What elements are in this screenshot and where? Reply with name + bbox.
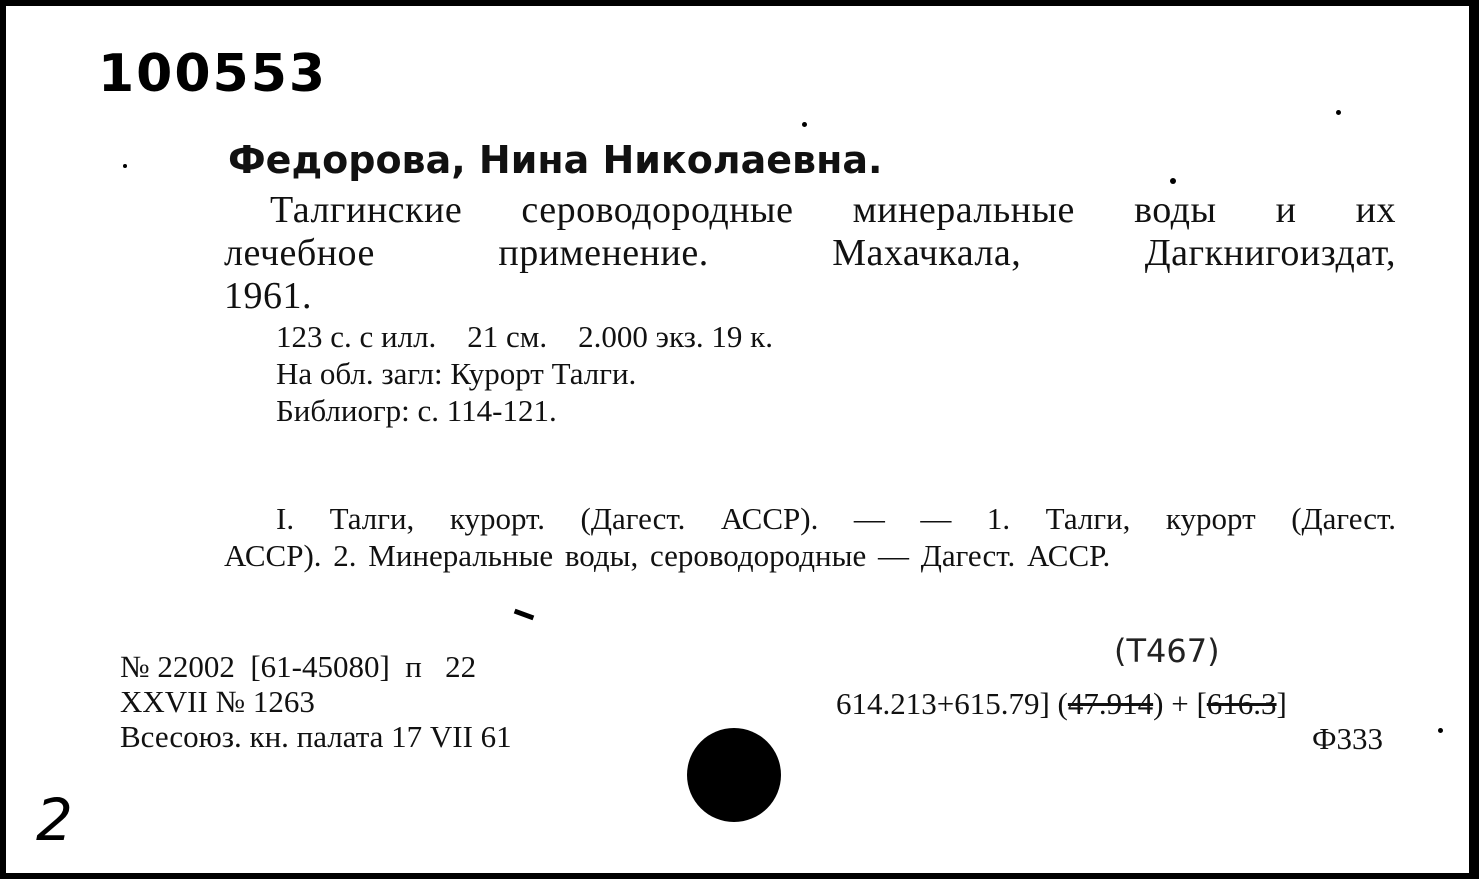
footer-record-number: № 22002 [61-45080] п 22 [120,649,477,684]
scan-speck [1336,110,1341,115]
scan-speck [802,122,807,127]
footer-series: XXVII № 1263 [120,684,315,719]
classification-main: 614.213+615.79] ( [836,686,1068,721]
subject-line-1: I. Талги, курорт. (Дагест. АССР). — — 1. Талги, курорт (Дагест. [276,501,1396,536]
title-line-1: Талгинские сероводородные минеральные воды и их [270,189,1396,231]
scan-speck [1438,728,1443,733]
description-line-1: 123 с. с илл. 21 см. 2.000 экз. 19 к. [276,319,773,354]
description-line-2: На обл. загл: Курорт Талги. [276,356,637,391]
title-line-3: 1961. [224,275,312,317]
classification-struck-2: 616.3 [1206,686,1277,721]
handwritten-number: 100553 [98,44,328,104]
punch-hole [687,728,781,822]
classification-line [836,686,1287,722]
handwritten-mark: 2 [36,786,73,854]
scan-dash [514,609,535,621]
catalog-code: Ф333 [1312,721,1383,756]
author-heading: Федорова, Нина Николаевна. [228,138,883,182]
handwritten-classification: (Т467) [1114,632,1220,670]
subject-line-2: АССР). 2. Минеральные воды, сероводородные — Дагест. АССР. [224,538,1111,573]
scan-speck [1170,178,1176,184]
classification-end: ] [1276,686,1287,721]
scan-speck [123,164,127,168]
classification-mid: ) + [ [1153,686,1207,721]
description-line-3: Библиогр: с. 114-121. [276,393,557,428]
footer-chamber-date: Всесоюз. кн. палата 17 VII 61 [120,719,512,754]
title-line-2: лечебное применение. Махачкала, Дагкнигоиздат, [224,232,1396,274]
classification-struck: 47.914 [1067,686,1154,721]
